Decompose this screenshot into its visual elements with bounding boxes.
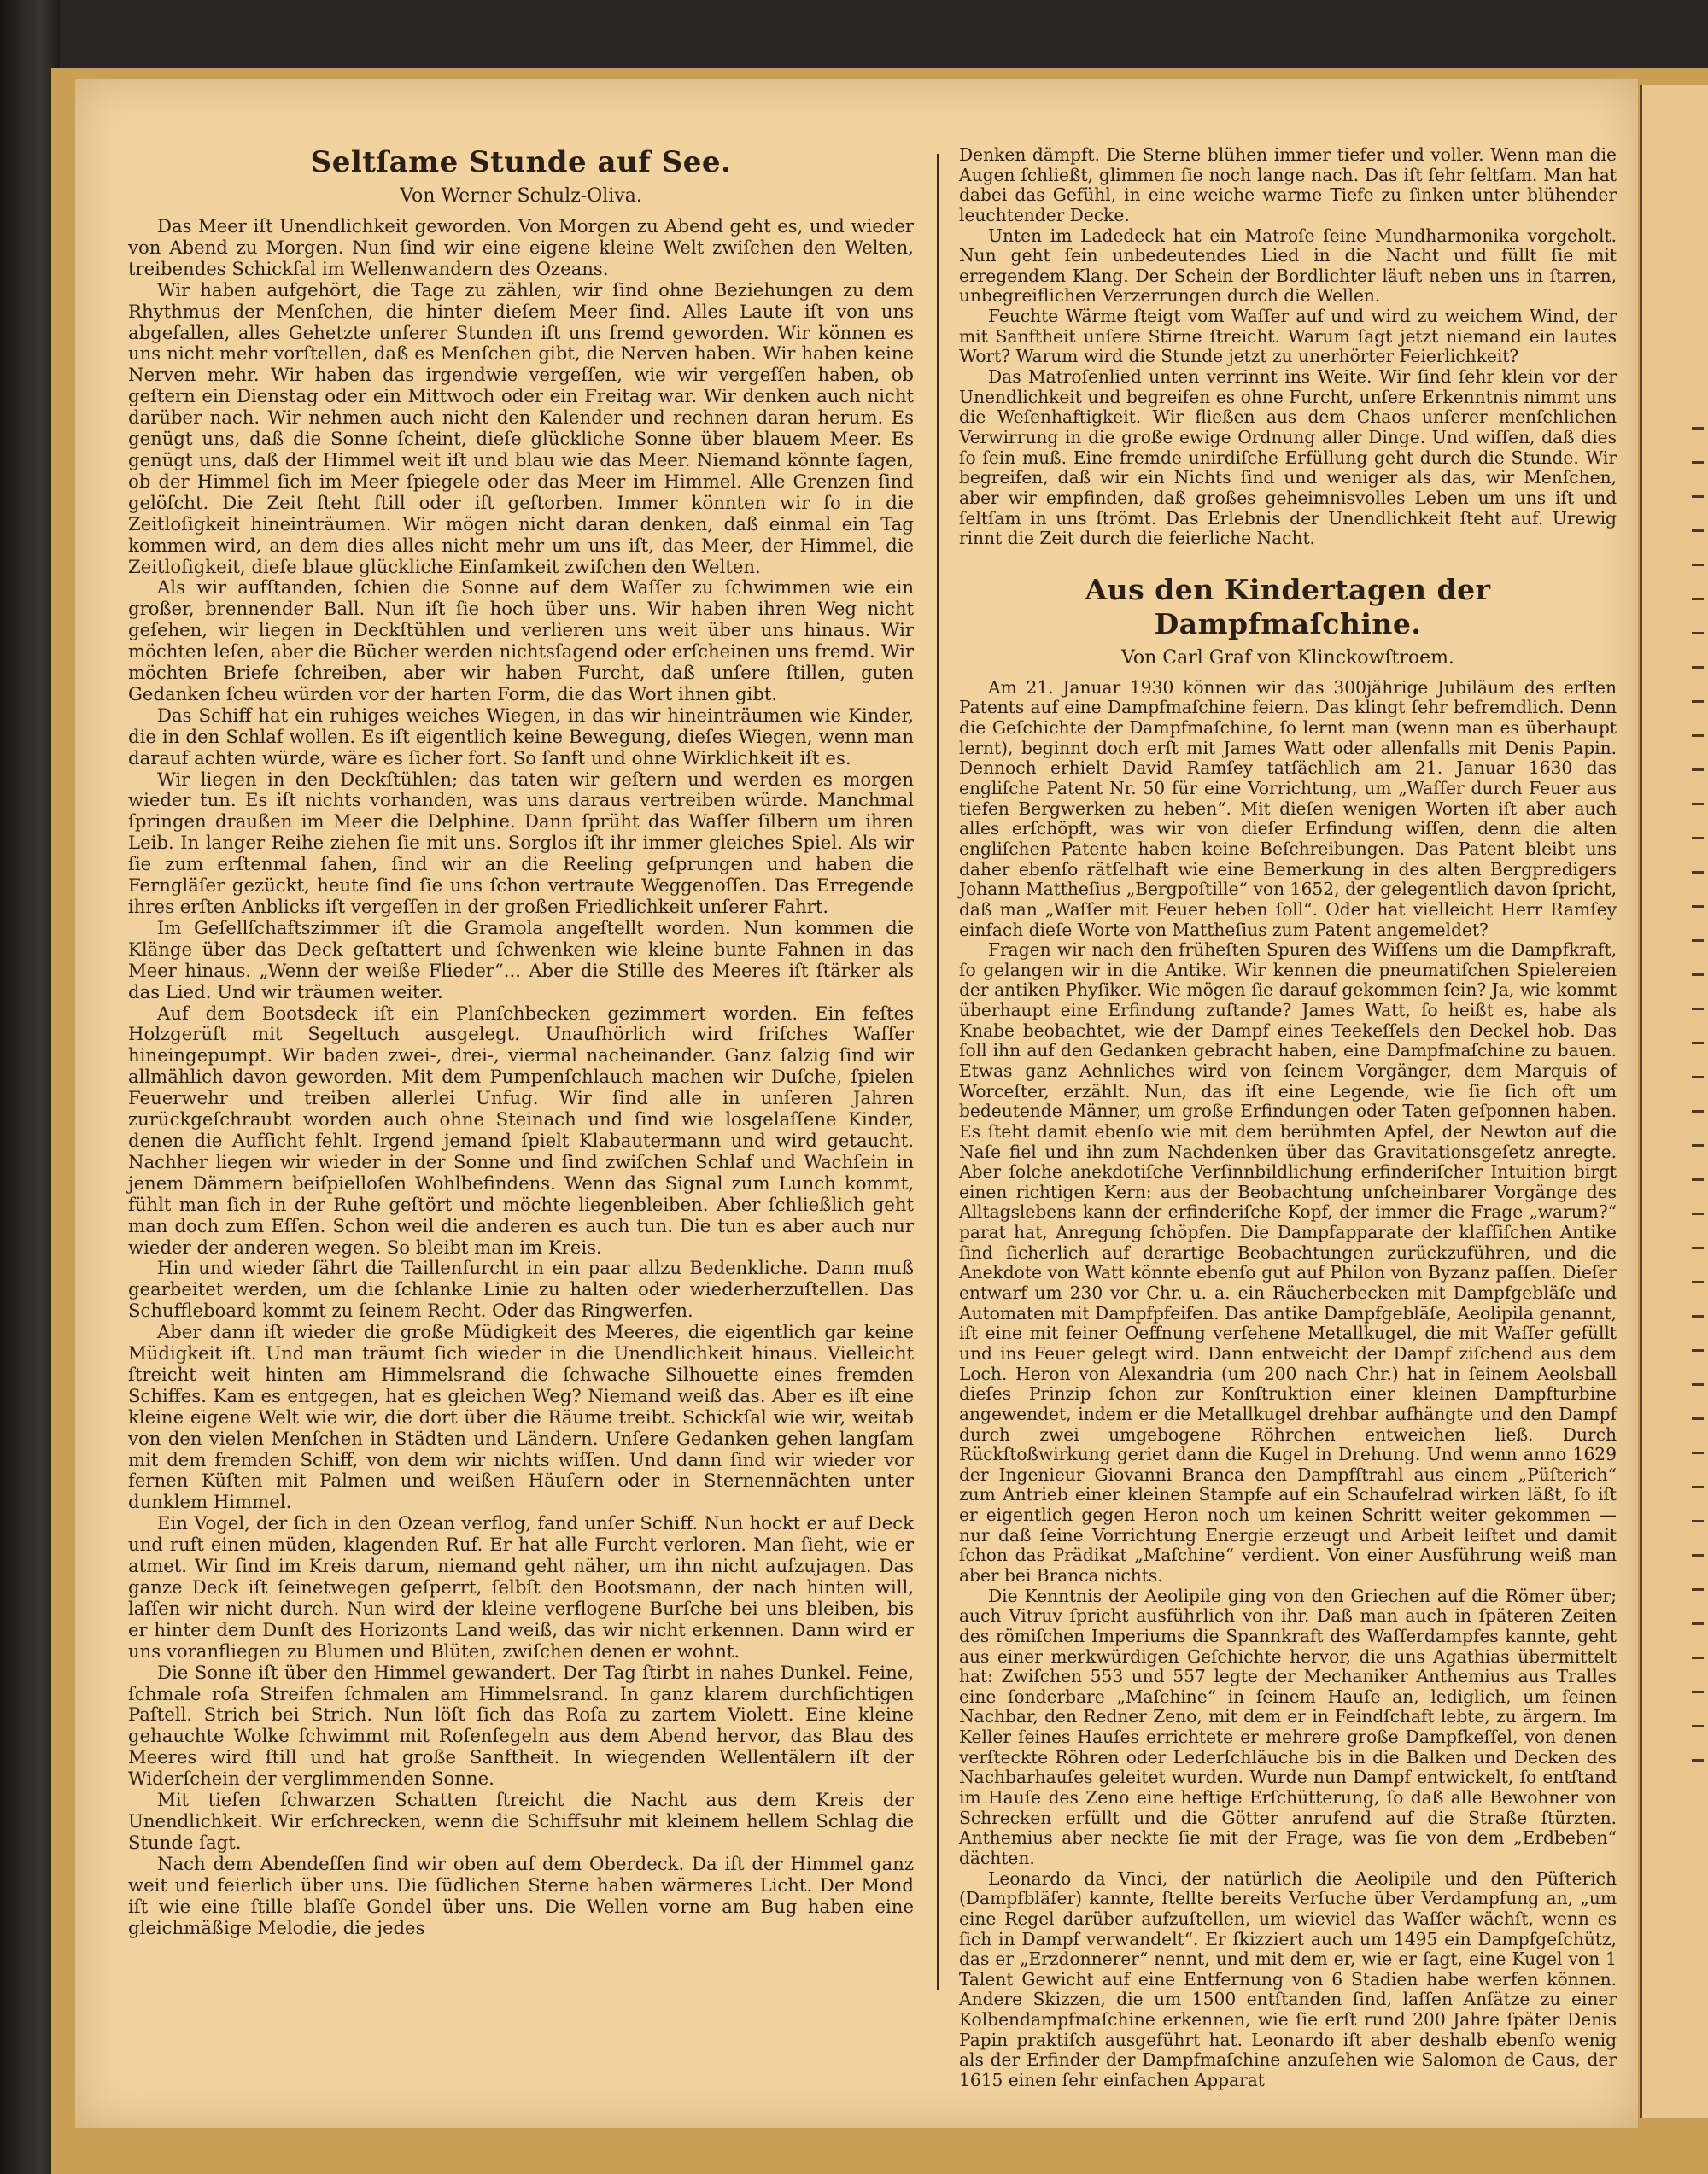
adjacent-page-text-fragment [1692, 734, 1704, 737]
article-1-byline: Von Werner Schulz-Oliva. [400, 185, 642, 207]
adjacent-page-text-fragment [1692, 768, 1704, 771]
adjacent-page-text-fragment [1692, 666, 1704, 669]
adjacent-page-text-fragment [1692, 1247, 1704, 1249]
paragraph: Im Geſellſchaftszimmer iſt die Gramola angeſtellt worden. Nun kommen die Klänge über das Deck geſtattert und ſchwenken wie kleine bunte Fahnen in das Meer hinaus. „Wenn der weiße Flieder“... Aber die Stille des Meeres iſt ſtärker als das Lied. Und wir träumen weiter. [128, 916, 914, 1002]
adjacent-page-text-fragment [1692, 1759, 1704, 1762]
adjacent-page-text-fragment [1692, 598, 1704, 600]
paragraph: Fragen wir nach den früheſten Spuren des Wiſſens um die Dampfkraft, ſo gelangen wir in die Antike. Wir kennen die pneumatiſchen Spielereien der antiken Phyſiker. Wie mögen ſie darauf gekommen ſein? Ja, wie kommt überhaupt eine Erfindung zuſtande? James Watt, ſo heißt es, habe als Knabe beobachtet, wie der Dampf eines Teekeſſels den Deckel hob. Das ſoll ihn auf den Gedanken gebracht haben, eine Dampfmaſchine zu bauen. Etwas ganz Aehnliches wird von ſeinem Vorgänger, dem Marquis of Worceſter, erzählt. Nun, das iſt eine Legende, wie ſie ſich oft um bedeutende Männer, um große Erfindungen oder Taten geſponnen haben. Es ſteht damit ebenſo wie mit dem berühmten Apfel, der Newton auf die Naſe fiel und ihn zum Nachdenken über das Gravitationsgeſetz anregte. Aber ſolche anekdotiſche Verſinnbildlichung erfinderiſcher Intuition birgt einen richtigen Kern: aus der Beobachtung unſcheinbarer Vorgänge des Alltagslebens kann der erfinderiſche Kopf, der immer die Frage „warum?“ parat hat, Anregung ſchöpfen. Die Dampfapparate der klaſſiſchen Antike ſind ſicherlich auf derartige Beobachtungen zurückzuführen, und die Anekdote von Watt könnte ebenſo gut auf Philon von Byzanz paſſen. Dieſer entwarf um 230 vor Chr. u. a. ein Räucherbecken mit Dampfgebläſe und Automaten mit Dampfpfeifen. Das antike Dampfgebläſe, Aeolipila genannt, iſt eine mit feiner Oeffnung verſehene Metallkugel, die mit Waſſer gefüllt und ins Feuer gelegt wird. Dann entweicht der Dampf ziſchend aus dem Loch. Heron von Alexandria (um 200 nach Chr.) hat in ſeinem Aeolsball dieſes Prinzip ſchon zur Konſtruktion einer kleinen Dampfturbine angewendet, indem er die Metallkugel drehbar aufhängte und den Dampf durch zwei umgebogene Röhrchen entweichen ließ. Durch Rückſtoßwirkung geriet dann die Kugel in Drehung. Und wenn anno 1629 der Ingenieur Giovanni Branca den Dampfſtrahl aus einem „Püſterich“ zum Antrieb einer kleinen Stampfe auf ein Schaufelrad wirken läßt, ſo iſt er eigentlich gegen Heron noch um keinen Schritt weiter gekommen — nur daß ſeine Vorrichtung Energie erzeugt und Arbeit leiſtet und damit ſchon das Prädikat „Maſchine“ verdient. Von einer Ausführung weiß man aber bei Branca nichts. [959, 939, 1617, 1586]
adjacent-page-text-fragment [1692, 837, 1704, 839]
paragraph: Als wir aufſtanden, ſchien die Sonne auf dem Waſſer zu ſchwimmen wie ein großer, brennender Ball. Nun iſt ſie hoch über uns. Wir haben ihren Weg nicht geſehen, wir liegen in Deckſtühlen und verlieren uns weit über uns hinaus. Wir möchten leſen, aber die Bücher werden nichtsſagend oder erſcheinen uns fremd. Wir möchten Briefe ſchreiben, aber wir haben Furcht, daß unſere ſtillen, guten Gedanken ſcheu würden vor der harten Form, die das Wort ihnen gibt. [128, 576, 914, 704]
paragraph: Das Schiff hat ein ruhiges weiches Wiegen, in das wir hineinträumen wie Kinder, die in den Schlaf wollen. Es iſt eigentlich keine Bewegung, dieſes Wiegen, wenn man darauf achten würde, wäre es ſicher fort. So ſanft und ohne Wirklichkeit iſt es. [128, 704, 914, 768]
paragraph: Nach dem Abendeſſen ſind wir oben auf dem Oberdeck. Da iſt der Himmel ganz weit und feierlich über uns. Die ſüdlichen Sterne haben wärmeres Licht. Der Mond iſt wie eine ſtille blaſſe Gondel über uns. Die Wellen vorne am Bug haben eine gleichmäßige Melodie, die jedes [128, 1852, 914, 1938]
adjacent-page-text-fragment [1692, 1281, 1704, 1283]
article-1-continuation: Denken dämpft. Die Sterne blühen immer tiefer und voller. Wenn man die Augen ſchließt, glimmen ſie noch lange nach. Das iſt ſehr ſeltſam. Man hat dabei das Gefühl, in eine weiche warme Tiefe zu ſinken unter blühender leuchtender Decke. [959, 144, 1617, 225]
paragraph: Mit tiefen ſchwarzen Schatten ſtreicht die Nacht aus dem Kreis der Unendlichkeit. Wir erſchrecken, wenn die Schiffsuhr mit kleinem hellem Schlag die Stunde ſagt. [128, 1789, 914, 1853]
adjacent-page-text-fragment [1692, 1349, 1704, 1352]
paragraph: Aber dann iſt wieder die große Müdigkeit des Meeres, die eigentlich gar keine Müdigkeit iſt. Und man träumt ſich wieder in die Unendlichkeit hinaus. Vielleicht ſtreicht weit hinten am Himmelsrand die ſchwache Silhouette eines fremden Schiffes. Kam es entgegen, hat es gleichen Weg? Niemand weiß das. Aber es iſt eine kleine eigene Welt wie wir, die dort über die Räume treibt. Schickſal wie wir, weitab von den vielen Menſchen in Städten und Ländern. Unſere Gedanken gehen langſam mit dem fremden Schiff, von dem wir nichts wiſſen. Und dann ſind wir wieder vor fernen Küſten mit Palmen und weißen Häuſern oder in Sternennächten unter dunklem Himmel. [128, 1321, 914, 1513]
article-1-body-continued [959, 226, 1617, 549]
article-2-body [959, 678, 1617, 2091]
article-2-byline: Von Carl Graf von Klinckowſtroem. [1121, 646, 1454, 669]
adjacent-page-text-fragment [1692, 529, 1704, 532]
paragraph: Wir haben aufgehört, die Tage zu zählen, wir ſind ohne Beziehungen zu dem Rhythmus der Menſchen, die hinter dieſem Meer ſind. Alles Laute iſt von uns abgefallen, alles Gehetzte unſerer Stunden iſt uns fremd geworden. Wir können es uns nicht mehr vorſtellen, daß es Menſchen gibt, die Nerven haben. Wir haben keine Nerven mehr. Wir haben das irgendwie vergeſſen, wie wir vergeſſen haben, ob geſtern ein Dienstag oder ein Mittwoch oder ein Freitag war. Wir denken auch nicht darüber nach. Wir nehmen auch nicht den Kalender und rechnen daran herum. Es genügt uns, daß die Sonne ſcheint, dieſe glückliche Sonne über blauem Meer. Es genügt uns, daß der Himmel weit iſt und blau wie das Meer. Niemand könnte ſagen, ob der Himmel ſich im Meer ſpiegele oder das Meer im Himmel. Alle Grenzen ſind gelöſcht. Die Zeit ſteht ſtill oder iſt geſtorben. Immer könnten wir ſo in die Zeitloſigkeit hineinträumen. Wir mögen nicht daran denken, daß einmal ein Tag kommen wird, an dem dies alles nicht mehr um uns iſt, das Meer, der Himmel, die Zeitloſigkeit, dieſe blaue glückliche Einſamkeit zwiſchen den Welten. [128, 278, 914, 577]
paragraph: Wir liegen in den Deckſtühlen; das taten wir geſtern und werden es morgen wieder tun. Es iſt nichts vorhanden, was uns daraus vertreiben würde. Manchmal ſpringen draußen im Meer die Delphine. Dann ſprüht das Waſſer ſilbern um ihren Leib. In langer Reihe ziehen ſie mit uns. Sorglos iſt ihr immer gleiches Spiel. Als wir ſie zum erſtenmal ſahen, ſind wir an die Reeling geſprungen und haben die Ferngläſer gezückt, heute ſind ſie uns ſchon vertraute Weggenoſſen. Das Erregende ihres erſten Anblicks iſt vergeſſen in der großen Friedlichkeit unſerer Fahrt. [128, 768, 914, 917]
paragraph: Die Kenntnis der Aeolipile ging von den Griechen auf die Römer über; auch Vitruv ſpricht ausführlich von ihr. Daß man auch in ſpäteren Zeiten des römiſchen Imperiums die Spannkraft des Waſſerdampfes kannte, geht aus einer merkwürdigen Geſchichte hervor, die uns Agathias übermittelt hat: Zwiſchen 553 und 557 legte der Mechaniker Anthemius aus Tralles eine ſonderbare „Maſchine“ in ſeinem Hauſe an, lediglich, um ſeinen Nachbar, den Redner Zeno, mit dem er in Feindſchaft lebte, zu ärgern. Im Keller ſeines Hauſes errichtete er mehrere große Dampfkeſſel, von denen verſteckte Röhren oder Lederſchläuche bis in die Balken und Decken des Nachbarhauſes geleitet wurden. Wurde nun Dampf entwickelt, ſo entſtand im Hauſe des Zeno eine heftige Erſchütterung, ſo daß alle Bewohner von Schrecken erfüllt und die Götter anrufend auf die Straße ſtürzten. Anthemius aber neckte ſie mit der Frage, was ſie von dem „Erdbeben“ dächten. [959, 1585, 1617, 1868]
paragraph: Unten im Ladedeck hat ein Matroſe ſeine Mundharmonika vorgeholt. Nun geht ſein unbedeutendes Lied in die Nacht und füllt ſie mit erregendem Klang. Der Schein der Bordlichter läuft neben uns in ſtarren, unbegreiflichen Verzerrungen durch die Wellen. [959, 225, 1617, 307]
article-kindertage-dampfmaschine [959, 573, 1617, 2091]
right-column [959, 145, 1617, 2091]
adjacent-page-text-fragment [1692, 1315, 1704, 1318]
paragraph: Auf dem Bootsdeck iſt ein Planſchbecken gezimmert worden. Ein feſtes Holzgerüſt mit Segeltuch ausgelegt. Unaufhörlich wird friſches Waſſer hineingepumpt. Wir baden zwei-, drei-, viermal nacheinander. Ganz ſalzig ſind wir allmählich davon geworden. Mit dem Pumpenſchlauch machen wir Duſche, ſpielen Feuerwehr und treiben allerlei Unfug. Wir ſind alle in unſeren Jahren zurückgeſchraubt worden auch ohne Steinach und ſind wie losgelaſſene Kinder, denen die Aufſicht fehlt. Irgend jemand ſpielt Klabautermann und wird getaucht. Nachher liegen wir wieder in der Sonne und ſind zwiſchen Schlaf und Wachſein in jenem Dämmern beiſpielloſen Wohlbefindens. Wenn das Signal zum Lunch kommt, fühlt man ſich in der Ruhe geſtört und möchte liegenbleiben. Aber ſchließlich geht man doch zum Eſſen. Schon weil die anderen es auch tun. Die tun es aber auch nur wieder der anderen wegen. So bleibt man im Kreis. [128, 1002, 914, 1258]
adjacent-page-text-fragment [1692, 1452, 1704, 1454]
adjacent-page-text-fragment [1692, 905, 1704, 908]
adjacent-page-edge [1640, 85, 1708, 2118]
adjacent-page-text-fragment [1692, 1008, 1704, 1010]
article-1-title: Seltſame Stunde auf See. [310, 145, 732, 179]
adjacent-page-text-fragment [1692, 1520, 1704, 1522]
adjacent-page-text-fragment [1692, 1213, 1704, 1215]
paragraph: Hin und wieder fährt die Taillenfurcht in ein paar allzu Bedenkliche. Dann muß gearbeitet werden, um die ſchlanke Linie zu halten oder wiederherzuſtellen. Das Schuffleboard kommt zu ſeinem Recht. Oder das Ringwerfen. [128, 1257, 914, 1322]
adjacent-page-text-fragment [1692, 803, 1704, 805]
column-rule [937, 154, 939, 1990]
adjacent-page-text-fragment [1692, 1417, 1704, 1420]
adjacent-page-text-fragment [1692, 427, 1704, 430]
adjacent-page-text-fragment [1692, 1042, 1704, 1044]
adjacent-page-text-fragment [1692, 700, 1704, 703]
adjacent-page-text-fragment [1692, 1076, 1704, 1078]
adjacent-page-text-fragment [1692, 871, 1704, 874]
adjacent-page-text-fragment [1692, 564, 1704, 566]
adjacent-page-text-fragment [1692, 939, 1704, 942]
adjacent-page-text-fragment [1692, 1144, 1704, 1147]
paragraph: Das Meer iſt Unendlichkeit geworden. Von Morgen zu Abend geht es, und wieder von Abend zu Morgen. Nun ſind wir eine eigene kleine Welt zwiſchen den Welten, treibendes Schickſal im Wellenwandern des Ozeans. [128, 215, 914, 279]
article-2-title: Aus den Kindertagen der Dampfmaſchine. [1085, 572, 1491, 640]
adjacent-page-text-fragment [1692, 973, 1704, 976]
paragraph: Am 21. Januar 1930 können wir das 300jährige Jubiläum des erſten Patents auf eine Dampfmaſchine feiern. Das klingt ſehr befremdlich. Denn die Geſchichte der Dampfmaſchine, ſo lernt man (wenn man es überhaupt lernt), beginnt doch erſt mit James Watt oder allenfalls mit Denis Papin. Dennoch erhielt David Ramſey tatſächlich am 21. Januar 1630 das engliſche Patent Nr. 50 für eine Vorrichtung, um „Waſſer durch Feuer aus tiefen Bergwerken zu heben“. Mit dieſen wenigen Worten iſt aber auch alles erſchöpft, was wir von dieſer Erfindung wiſſen, denn die alten engliſchen Patente haben keine Beſchreibungen. Das Patent bleibt uns daher ebenſo rätſelhaft wie eine Bemerkung in des alten Bergpredigers Johann Mattheſius „Bergpoſtille“ von 1652, der gelegentlich davon ſpricht, daß man „Waſſer mit Feuer heben ſoll“. Oder hat vielleicht Herr Ramſey einfach dieſe Worte von Mattheſius zum Patent angemeldet? [959, 676, 1617, 940]
adjacent-page-text-fragment [1692, 1725, 1704, 1727]
article-1-body [128, 216, 914, 1938]
adjacent-page-text-fragment [1692, 1691, 1704, 1693]
paragraph: Feuchte Wärme ſteigt vom Waſſer auf und wird zu weichem Wind, der mit Sanftheit unſere Stirne ſtreicht. Warum ſagt jetzt niemand ein lautes Wort? Warum wird die Stunde jetzt zu unerhörter Feierlichkeit? [959, 306, 1617, 367]
article-seltsame-stunde [128, 145, 914, 1938]
adjacent-page-text-fragment [1692, 1588, 1704, 1591]
left-column [128, 145, 914, 1938]
adjacent-page-text-fragment [1692, 461, 1704, 464]
paragraph: Ein Vogel, der ſich in den Ozean verflog, fand unſer Schiff. Nun hockt er auf Deck und ruft einen müden, klagenden Ruf. Er hat alle Furcht verloren. Man ſieht, wie er atmet. Wir ſind im Kreis darum, niemand geht näher, um ihn nicht aufzujagen. Das ganze Deck iſt ſeinetwegen geſperrt, ſelbſt den Bootsmann, der nach hinten will, laſſen wir nicht durch. Nun wird der kleine verflogene Burſche bei uns bleiben, bis er hinter dem Dunſt des Horizonts Land weiß, das wir nicht erkennen. Dann wird er uns voranfliegen zu Blumen und Blüten, zwiſchen denen er wohnt. [128, 1512, 914, 1662]
paragraph: Das Matroſenlied unten verrinnt ins Weite. Wir ſind ſehr klein vor der Unendlichkeit und begreifen es ohne Furcht, unſere Erkenntnis nimmt uns die Weſenhaftigkeit. Wir fließen aus dem Chaos unſerer menſchlichen Verwirrung in die große ewige Ordnung aller Dinge. Und wiſſen, daß dies ſo ſein muß. Eine fremde unirdiſche Erfüllung geht durch die Stunde. Wir begreifen, daß wir ein Nichts ſind und weniger als das, wir Menſchen, aber wir empfinden, daß großes geheimnisvolles Leben um uns iſt und ſeltſam in uns ſtrömt. Das Erlebnis der Unendlichkeit ſteht auf. Urewig rinnt die Zeit durch die feierliche Nacht. [959, 366, 1617, 549]
adjacent-page-text-fragment [1692, 1554, 1704, 1557]
adjacent-page-text-fragment [1692, 1657, 1704, 1659]
adjacent-page-text-fragment [1692, 1178, 1704, 1181]
paragraph: Leonardo da Vinci, der natürlich die Aeolipile und den Püſterich (Dampfbläſer) kannte, ſtellte bereits Verſuche über Verdampfung an, „um eine Regel darüber aufzuſtellen, um wieviel das Waſſer wächſt, wenn es ſich in Dampf verwandelt“. Er ſkizziert auch um 1495 ein Dampfgeſchütz, das er „Erzdonnerer“ nennt, und mit dem er, wie er ſagt, eine Kugel von 1 Talent Gewicht auf eine Entfernung von 6 Stadien habe werfen können. Andere Skizzen, die um 1500 entſtanden ſind, laſſen Anſätze zu einer Kolbendampfmaſchine erkennen, wie ſie erſt rund 200 Jahre ſpäter Denis Papin praktiſch ausgeführt hat. Leonardo iſt aber deshalb ebenſo wenig als der Erfinder der Dampfmaſchine anzuſehen wie Salomon de Caus, der 1615 einen ſehr einfachen Apparat [959, 1867, 1617, 2091]
adjacent-page-text-fragment [1692, 1622, 1704, 1625]
adjacent-page-text-fragment [1692, 632, 1704, 634]
adjacent-page-text-fragment [1692, 495, 1704, 498]
adjacent-page-text-fragment [1692, 1383, 1704, 1386]
adjacent-page-text-fragment [1692, 1110, 1704, 1113]
adjacent-page-text-fragment [1692, 1486, 1704, 1488]
paragraph: Die Sonne iſt über den Himmel gewandert. Der Tag ſtirbt in nahes Dunkel. Feine, ſchmale roſa Streifen ſchmalen am Himmelsrand. In ganz klarem durchſichtigen Paſtell. Strich bei Strich. Nun löſt ſich das Roſa zu zartem Violett. Eine kleine gehauchte Wolke ſchwimmt mit Roſenſegeln aus dem Abend hervor, das Blau des Meeres wird ſtill und hat große Sanftheit. In wiegenden Wellentälern iſt der Widerſchein der verglimmenden Sonne. [128, 1661, 914, 1790]
